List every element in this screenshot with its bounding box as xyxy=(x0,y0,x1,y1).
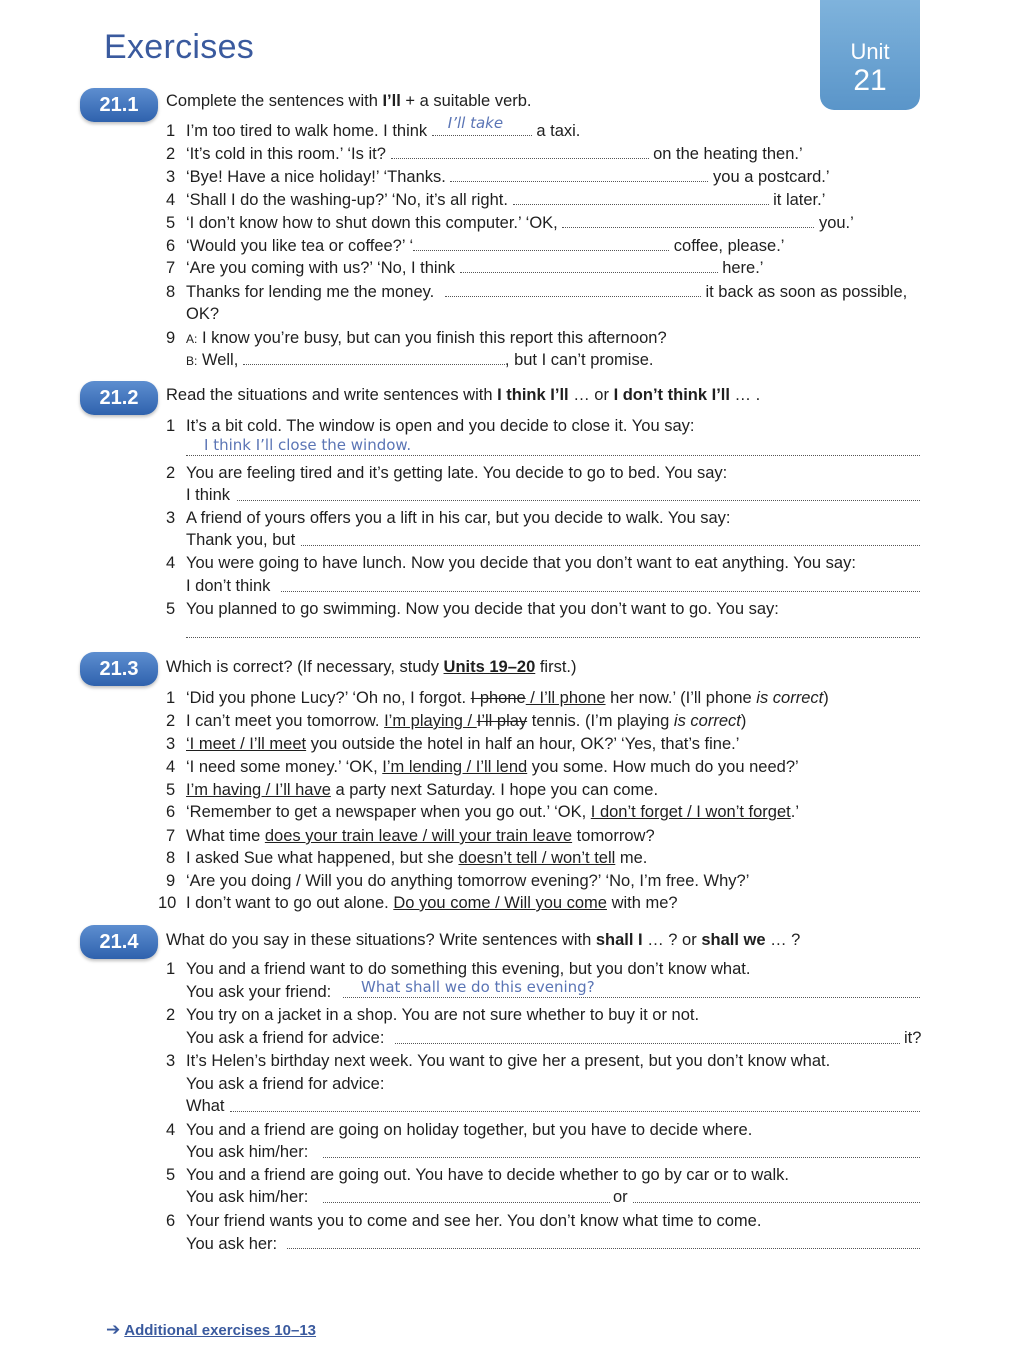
answer-blank[interactable] xyxy=(186,637,920,638)
exercise-item-continuation: You ask a friend for advice: xyxy=(186,1075,385,1093)
answer-blank[interactable] xyxy=(281,591,920,592)
exercise-item: 6 ‘Would you like tea or coffee?’ ‘ coffee, please.’ xyxy=(166,237,785,255)
exercise-item: 2 ‘It’s cold in this room.’ ‘Is it? on the heating then.’ xyxy=(166,145,803,163)
exercise-item: 7 ‘Are you coming with us?’ ‘No, I think here.’ xyxy=(166,259,764,277)
exercise-instruction: Which is correct? (If necessary, study Units 19–20 first.) xyxy=(166,658,577,676)
page-title: Exercises xyxy=(104,28,255,66)
exercise-item: 5 ‘I don’t know how to shut down this computer.’ ‘OK, you.’ xyxy=(166,214,854,232)
unit-label: Unit xyxy=(850,39,890,64)
exercise-item: 3 A friend of yours offers you a lift in his car, but you decide to walk. You say: xyxy=(166,509,731,527)
exercise-item: 3 ‘Bye! Have a nice holiday!’ ‘Thanks. you a postcard.’ xyxy=(166,168,830,186)
answer-blank[interactable] xyxy=(413,236,669,251)
exercise-item: 5 You and a friend are going out. You have to decide whether to go by car or to walk. xyxy=(166,1166,789,1184)
exercise-item: 1 It’s a bit cold. The window is open and you decide to close it. You say: xyxy=(166,417,695,435)
handwritten-answer: I’ll take xyxy=(447,114,504,132)
exercise-item: 8 I asked Sue what happened, but she doesn’t tell / won’t tell me. xyxy=(166,849,648,867)
answer-blank[interactable] xyxy=(301,545,920,546)
answer-blank[interactable] xyxy=(633,1202,920,1203)
exercise-instruction: Complete the sentences with I’ll + a suitable verb. xyxy=(166,92,532,110)
exercise-item: 5 I’m having / I’ll have a party next Saturday. I hope you can come. xyxy=(166,781,659,799)
exercise-item-continuation: Thank you, but xyxy=(186,531,296,549)
answer-blank[interactable] xyxy=(445,282,701,297)
exercise-item: 1 I’m too tired to walk home. I think I’ll take a taxi. xyxy=(166,114,581,140)
unit-tab xyxy=(820,0,920,110)
exercise-item: 1 You and a friend want to do something this evening, but you don’t know what. xyxy=(166,960,751,978)
handwritten-answer: What shall we do this evening? xyxy=(361,978,595,996)
exercise-item: 4 You and a friend are going on holiday together, but you have to decide where. xyxy=(166,1121,753,1139)
sentence-end: it? xyxy=(904,1029,922,1047)
answer-blank[interactable] xyxy=(323,1202,610,1203)
exercise-item-continuation: You ask him/her: xyxy=(186,1143,309,1161)
exercise-instruction: What do you say in these situations? Write sentences with shall I … ? or shall we … ? xyxy=(166,931,801,949)
or-label: or xyxy=(613,1188,628,1206)
exercise-item-continuation: You ask her: xyxy=(186,1235,278,1253)
exercise-item: 9 ‘Are you doing / Will you do anything tomorrow evening?’ ‘No, I’m free. Why?’ xyxy=(166,872,750,890)
exercise-item: 3 It’s Helen’s birthday next week. You want to give her a present, but you don’t know what. xyxy=(166,1052,831,1070)
exercise-instruction: Read the situations and write sentences with I think I’ll … or I don’t think I’ll … . xyxy=(166,386,761,404)
exercise-item-continuation: I think xyxy=(186,486,231,504)
answer-blank[interactable] xyxy=(562,213,814,228)
exercise-item-continuation: OK? xyxy=(186,305,220,323)
exercise-item: 1 ‘Did you phone Lucy?’ ‘Oh no, I forgot. I phone / I’ll phone her now.’ (I’ll phone is correct) xyxy=(166,689,829,707)
exercise-badge-21-4: 21.4 xyxy=(80,925,158,959)
answer-blank[interactable] xyxy=(230,1111,920,1112)
answer-blank[interactable] xyxy=(237,500,920,501)
exercise-item-continuation: You ask your friend: xyxy=(186,983,332,1001)
exercise-item: 10 I don’t want to go out alone. Do you come / Will you come with me? xyxy=(158,894,678,912)
answer-blank[interactable] xyxy=(432,114,532,136)
exercise-badge-21-2: 21.2 xyxy=(80,381,158,415)
exercise-item: 9 A: I know you’re busy, but can you finish this report this afternoon? xyxy=(166,329,667,347)
answer-blank[interactable] xyxy=(395,1043,900,1044)
handwritten-answer: I think I’ll close the window. xyxy=(204,436,412,454)
answer-blank[interactable] xyxy=(243,350,505,365)
exercise-item-continuation: You ask a friend for advice: xyxy=(186,1029,385,1047)
exercise-item-continuation: I don’t think xyxy=(186,577,271,595)
additional-exercises-link[interactable]: Additional exercises 10–13 xyxy=(124,1322,317,1339)
answer-blank[interactable] xyxy=(450,167,708,182)
answer-blank[interactable] xyxy=(343,978,920,998)
exercise-item: 7 What time does your train leave / will your train leave tomorrow? xyxy=(166,827,655,845)
answer-blank[interactable] xyxy=(287,1248,920,1249)
exercise-item: 8 Thanks for lending me the money. it back as soon as possible, xyxy=(166,283,908,301)
exercise-item: 2 I can’t meet you tomorrow. I’m playing / I’ll play tennis. (I’m playing is correct) xyxy=(166,712,747,730)
answer-blank[interactable] xyxy=(391,144,649,159)
exercise-item: 6 ‘Remember to get a newspaper when you go out.’ ‘OK, I don’t forget / I won’t forget.’ xyxy=(166,803,799,821)
exercise-item: 3 ‘I meet / I’ll meet you outside the hotel in half an hour, OK?’ ‘Yes, that’s fine.’ xyxy=(166,735,740,753)
answer-blank[interactable] xyxy=(513,190,769,205)
exercise-item: 4 ‘Shall I do the washing-up?’ ‘No, it’s all right. it later.’ xyxy=(166,191,826,209)
exercise-item-continuation: B: Well, , but I can’t promise. xyxy=(186,351,654,369)
exercise-badge-21-1: 21.1 xyxy=(80,88,158,122)
arrow-right-icon: ➔ xyxy=(106,1320,121,1339)
exercise-item-continuation: You ask him/her: xyxy=(186,1188,309,1206)
exercise-item: 4 ‘I need some money.’ ‘OK, I’m lending / I’ll lend you some. How much do you need?’ xyxy=(166,758,799,776)
exercise-item: 2 You are feeling tired and it’s getting late. You decide to go to bed. You say: xyxy=(166,464,728,482)
exercise-item: 5 You planned to go swimming. Now you decide that you don’t want to go. You say: xyxy=(166,600,779,618)
answer-blank[interactable] xyxy=(323,1157,920,1158)
answer-blank[interactable] xyxy=(186,436,920,456)
exercise-item: 2 You try on a jacket in a shop. You are not sure whether to buy it or not. xyxy=(166,1006,700,1024)
unit-number: 21 xyxy=(853,64,887,97)
footer xyxy=(106,1320,316,1340)
exercise-item-continuation: What xyxy=(186,1097,225,1115)
exercise-item: 6 Your friend wants you to come and see her. You don’t know what time to come. xyxy=(166,1212,762,1230)
exercise-badge-21-3: 21.3 xyxy=(80,652,158,686)
units-link[interactable]: Units 19–20 xyxy=(443,658,536,676)
answer-blank[interactable] xyxy=(460,258,718,273)
exercise-item: 4 You were going to have lunch. Now you decide that you don’t want to eat anything. You say: xyxy=(166,554,856,572)
